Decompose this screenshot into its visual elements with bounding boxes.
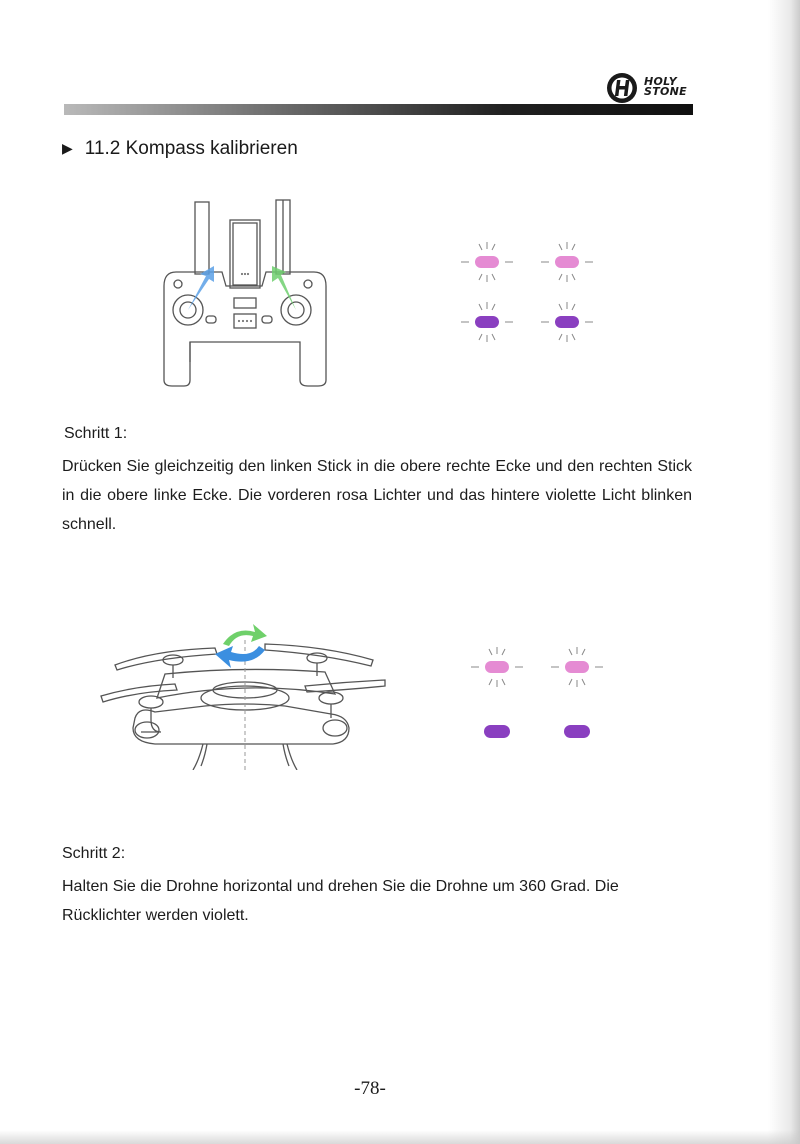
triangle-bullet-icon: ▶ — [62, 140, 73, 156]
section-title-text: 11.2 Kompass kalibrieren — [84, 138, 298, 159]
step2-label: Schritt 2: — [62, 845, 126, 862]
logo-wordmark — [644, 77, 687, 97]
rear-right-light-blinking — [541, 302, 593, 342]
holy-stone-logo-icon — [604, 70, 640, 106]
page-edge-shadow — [768, 0, 800, 1144]
step1-label: Schritt 1: — [64, 425, 128, 442]
remote-controller-illustration — [150, 190, 340, 390]
logo-line-1: HOLY — [644, 75, 678, 88]
status-lights-step2 — [470, 645, 610, 745]
front-left-light-blinking — [461, 242, 513, 282]
status-lights-step1 — [455, 240, 595, 345]
step2-instructions: Halten Sie die Drohne horizontal und drehen Sie die Drohne um 360 Grad. Die Rücklichter werden violett. — [62, 878, 619, 924]
section-title — [62, 138, 298, 160]
front-left-light-blinking — [471, 647, 523, 687]
rotation-arrow-blue-icon — [215, 646, 265, 668]
rear-right-light-solid — [564, 725, 590, 738]
header-bar — [64, 104, 693, 115]
page-number: -78- — [354, 1078, 386, 1099]
page-bottom-shadow — [0, 1130, 800, 1144]
drone-illustration — [95, 620, 395, 770]
front-right-light-blinking — [541, 242, 593, 282]
rear-left-light-blinking — [461, 302, 513, 342]
rear-left-light-solid — [484, 725, 510, 738]
logo-line-2: STONE — [644, 85, 687, 98]
step1-instructions: Drücken Sie gleichzeitig den linken Stick in die obere rechte Ecke und den rechten Stick in die obere linke Ecke. Die vorderen rosa Lichter und das hintere violette Licht blinken schnell. — [62, 458, 692, 533]
front-right-light-blinking — [551, 647, 603, 687]
